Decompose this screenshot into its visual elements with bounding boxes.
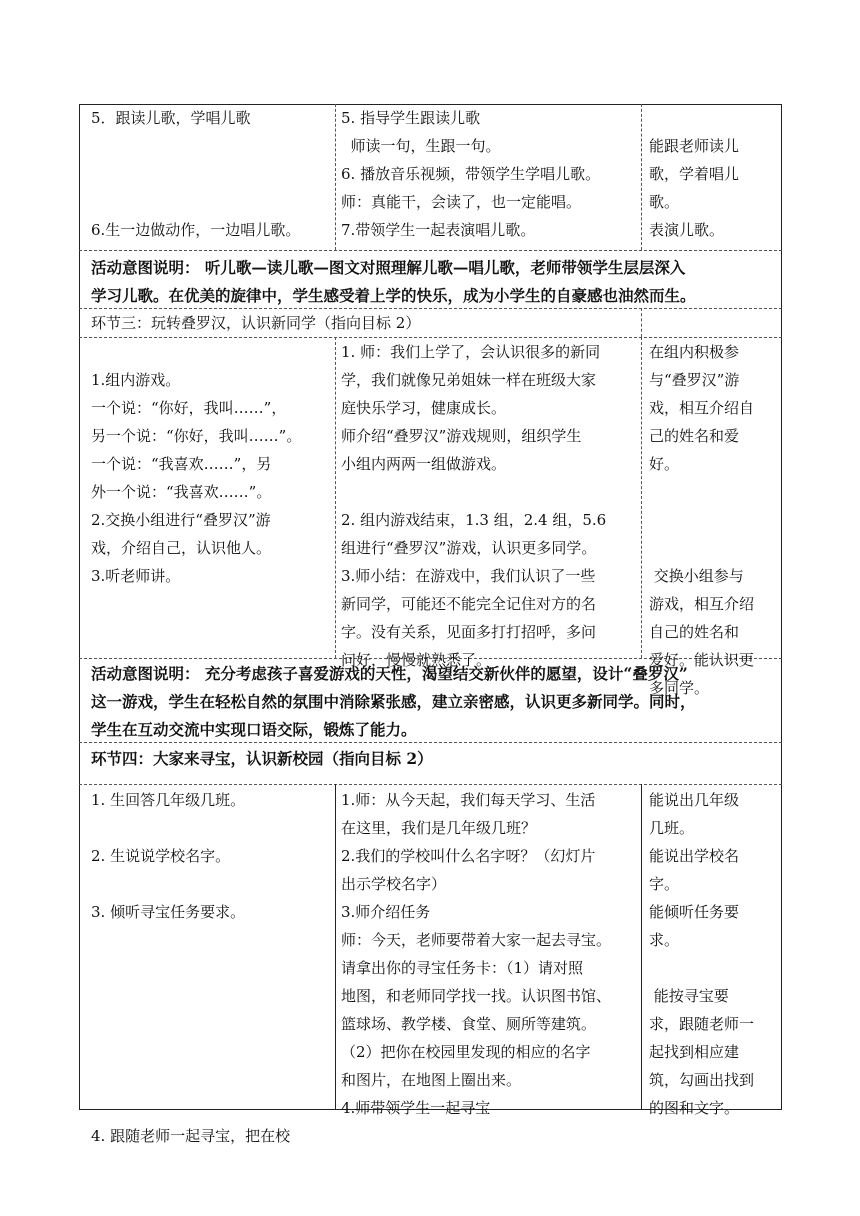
text-line: 在这里，我们是几年级几班？ [341, 819, 537, 837]
text-line: 问好，慢慢就熟悉了。 [341, 651, 492, 669]
text-line: 5．跟读儿歌，学唱儿歌 [91, 109, 251, 127]
text-line: 活动意图说明： 充分考虑孩子喜爱游戏的天性，渴望结交新伙伴的愿望，设计“叠罗汉” [91, 664, 688, 683]
goal-cell [649, 786, 777, 1122]
text-line: 1.组内游戏。 [91, 371, 181, 389]
text-line: 学，我们就像兄弟姐妹一样在班级大家 [341, 371, 597, 389]
section-heading: 环节四：大家来寻宝，认识新校园（指向目标 2） [91, 749, 433, 768]
text-line: 师：真能干，会读了，也一定能唱。 [341, 193, 582, 211]
text-line: 在组内积极参 [649, 343, 740, 361]
column-divider [641, 337, 642, 658]
table-border-right [781, 104, 782, 1110]
text-line: 庭快乐学习，健康成长。 [341, 399, 507, 417]
text-line: 另一个说：“你好，我叫……”。 [91, 427, 302, 445]
text-line: 字。没有关系，见面多打打招呼，多问 [341, 623, 597, 641]
column-divider [641, 784, 642, 1110]
text-line: 筑，勾画出找到 [649, 1071, 755, 1089]
text-line: 7.带领学生一起表演唱儿歌。 [341, 221, 536, 239]
teacher-activity-cell [341, 104, 639, 244]
text-line: 3.师介绍任务 [341, 903, 431, 921]
column-divider [335, 784, 336, 1110]
activity-intent-note [91, 660, 696, 744]
text-line: 1. 师：我们上学了，会认识很多的新同 [341, 343, 601, 361]
text-line: 3.听老师讲。 [91, 567, 181, 585]
text-line: 这一游戏，学生在轻松自然的氛围中消除紧张感，建立亲密感，认识更多新同学。同时， [91, 692, 696, 711]
text-line: 2.我们的学校叫什么名字呀？（幻灯片 [341, 847, 596, 865]
text-line: 己的姓名和爱 [649, 427, 740, 445]
text-line: 交换小组参与 [649, 567, 744, 585]
text-line: 能按寻宝要 [649, 987, 729, 1005]
text-line: 外一个说：“我喜欢……”。 [91, 483, 272, 501]
text-line: 5. 指导学生跟读儿歌 [341, 109, 481, 127]
text-line: 6.生一边做动作，一边唱儿歌。 [91, 221, 301, 239]
student-activity-cell [91, 786, 331, 1150]
text-line: 表演儿歌。 [649, 221, 725, 239]
text-line: 请拿出你的寻宝任务卡：（1）请对照 [341, 959, 584, 977]
text-line: 篮球场、教学楼、食堂、厕所等建筑。 [341, 1015, 597, 1033]
text-line: 3. 倾听寻宝任务要求。 [91, 903, 246, 921]
text-line: 一个说：“我喜欢……”，另 [91, 455, 272, 473]
text-line: 求。 [649, 931, 680, 949]
table-border-left [79, 104, 80, 1110]
student-activity-cell [91, 366, 331, 590]
text-line: 多同学。 [649, 679, 710, 697]
text-line: 字。 [649, 875, 680, 893]
text-line: 2. 组内游戏结束，1.3 组，2.4 组，5.6 [341, 511, 607, 529]
teacher-activity-cell [341, 338, 639, 674]
column-divider [641, 104, 642, 250]
text-line: 师：今天，老师要带着大家一起去寻宝。 [341, 931, 612, 949]
text-line: 歌，学着唱儿 [649, 165, 740, 183]
text-line: 歌。 [649, 193, 680, 211]
text-line: 爱好。能认识更 [649, 651, 755, 669]
text-line: 1.师：从今天起，我们每天学习、生活 [341, 791, 596, 809]
text-line: 几班。 [649, 819, 695, 837]
text-line: 能跟老师读儿 [649, 137, 740, 155]
text-line: 戏，相互介绍自 [649, 399, 755, 417]
goal-cell [649, 338, 777, 702]
text-line: 戏，介绍自己，认识他人。 [91, 539, 272, 557]
text-line: 能说出学校名 [649, 847, 740, 865]
lesson-plan-table [79, 104, 782, 1145]
goal-cell [649, 132, 777, 244]
text-line: 新同学，可能还不能完全记住对方的名 [341, 595, 597, 613]
student-activity-cell [91, 104, 331, 244]
text-line: 求，跟随老师一 [649, 1015, 755, 1033]
column-divider [335, 104, 336, 250]
text-line: 2.交换小组进行“叠罗汉”游 [91, 511, 271, 529]
text-line: 小组内两两一组做游戏。 [341, 455, 507, 473]
text-line: 游戏，相互介绍 [649, 595, 755, 613]
teacher-activity-cell [341, 786, 639, 1122]
section-heading: 环节三：玩转叠罗汉，认识新同学（指向目标 2） [91, 314, 421, 332]
column-divider [335, 337, 336, 658]
text-line: 学生在互动交流中实现口语交际，锻炼了能力。 [91, 720, 417, 739]
text-line: 2. 生说说学校名字。 [91, 847, 231, 865]
row-divider [79, 250, 782, 251]
text-line: （2）把你在校园里发现的相应的名字 [341, 1043, 591, 1061]
text-line: 起找到相应建 [649, 1043, 740, 1061]
text-line: 地图，和老师同学找一找。认识图书馆、 [341, 987, 612, 1005]
text-line: 3.师小结：在游戏中，我们认识了一些 [341, 567, 596, 585]
text-line: 和图片，在地图上圈出来。 [341, 1071, 522, 1089]
text-line: 能说出几年级 [649, 791, 740, 809]
text-line: 4.师带领学生一起寻宝 [341, 1099, 491, 1117]
text-line: 6. 播放音乐视频，带领学生学唱儿歌。 [341, 165, 601, 183]
text-line: 与“叠罗汉”游 [649, 371, 740, 389]
row-divider [79, 784, 782, 785]
text-line: 1. 生回答几年级几班。 [91, 791, 246, 809]
column-divider [641, 308, 642, 337]
text-line: 一个说：“你好，我叫……”， [91, 399, 287, 417]
text-line: 的图和文字。 [649, 1099, 740, 1117]
text-line: 4. 跟随老师一起寻宝，把在校 [91, 1127, 291, 1145]
text-line: 好。 [649, 455, 680, 473]
activity-intent-note [91, 254, 696, 310]
text-line: 自己的姓名和 [649, 623, 740, 641]
text-line: 师介绍“叠罗汉”游戏规则，组织学生 [341, 427, 582, 445]
text-line: 出示学校名字） [341, 875, 447, 893]
text-line: 能倾听任务要 [649, 903, 740, 921]
text-line: 组进行“叠罗汉”游戏，认识更多同学。 [341, 539, 597, 557]
text-line: 活动意图说明： 听儿歌—读儿歌—图文对照理解儿歌—唱儿歌，老师带领学生层层深入 [91, 258, 686, 277]
text-line: 师读一句，生跟一句。 [341, 137, 501, 155]
text-line: 学习儿歌。在优美的旋律中，学生感受着上学的快乐，成为小学生的自豪感也油然而生。 [91, 286, 696, 305]
